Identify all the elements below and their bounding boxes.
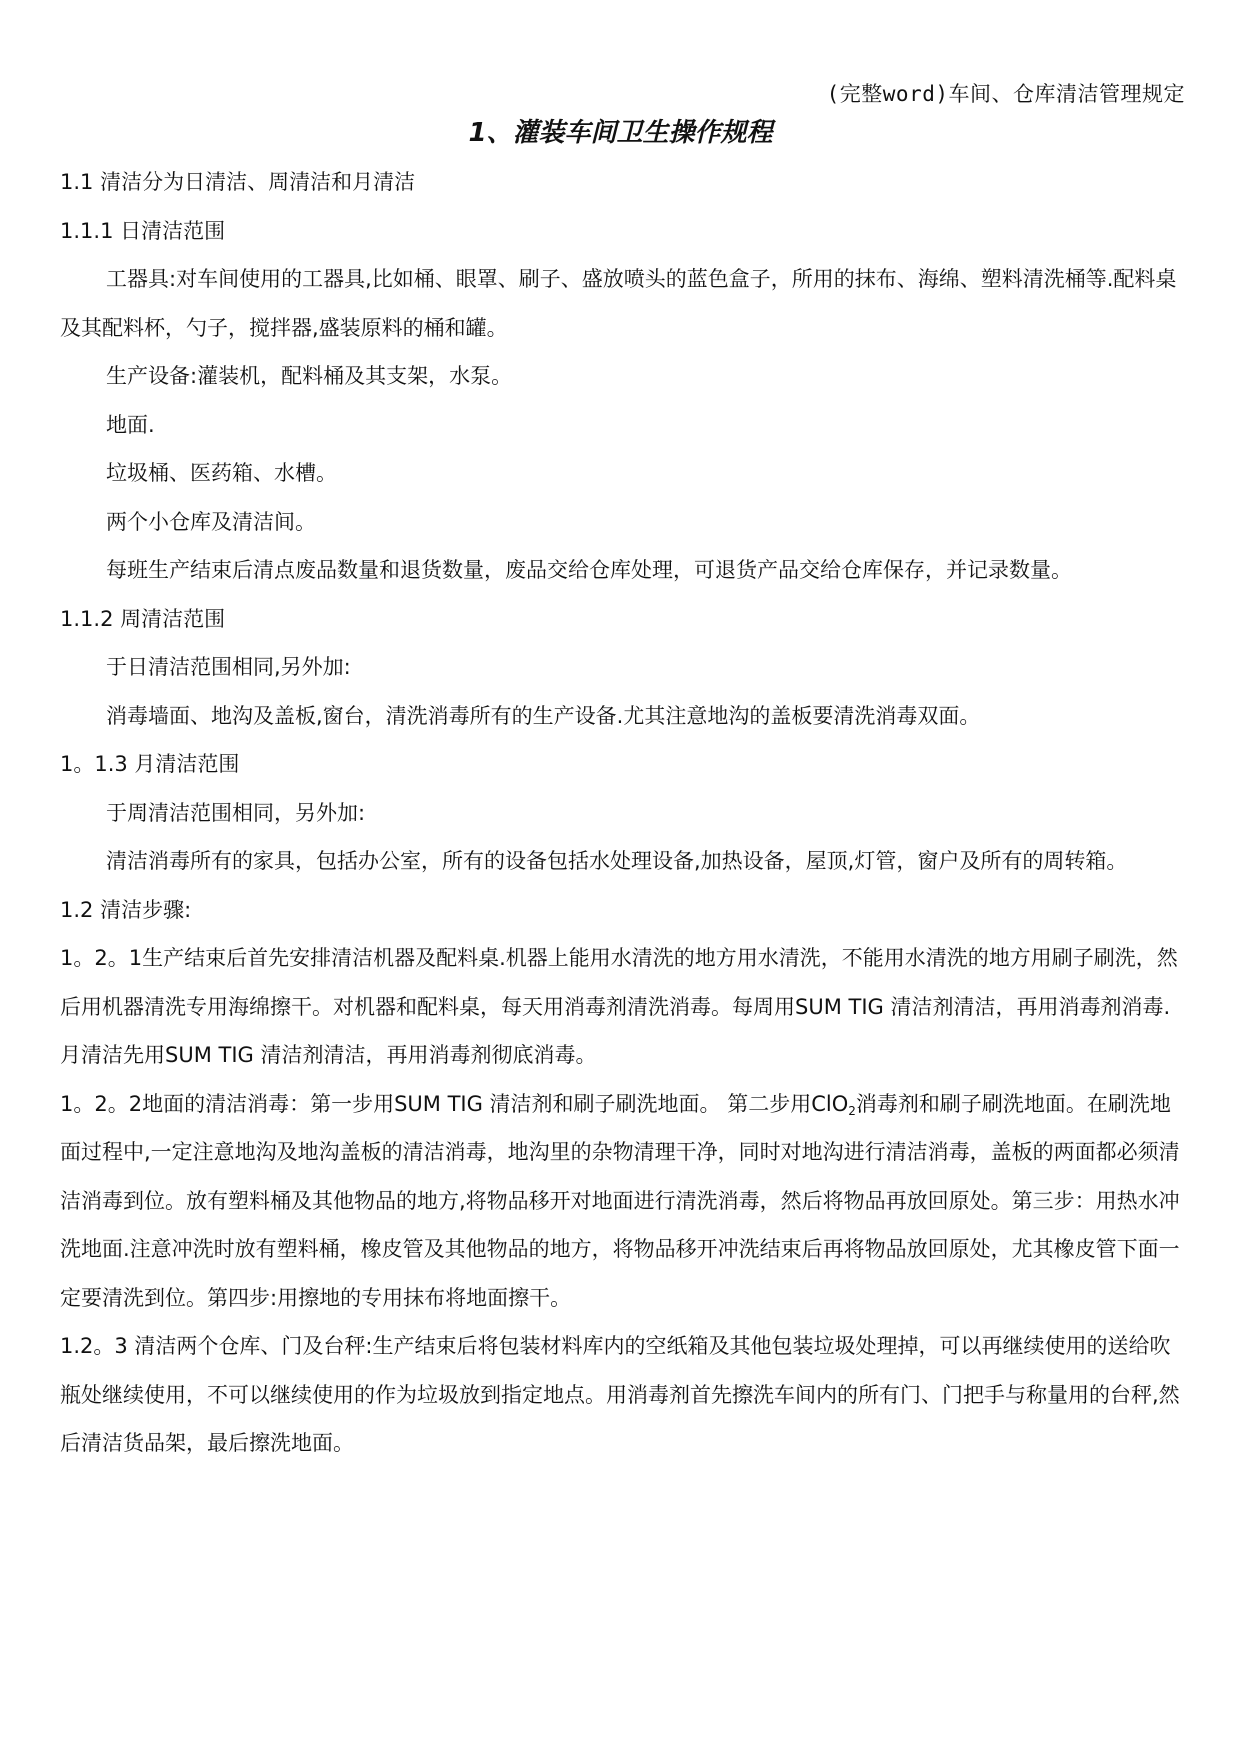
step-2-text-b: 消毒剂和刷子刷洗地面。在刷洗地面过程中,一定注意地沟及地沟盖板的清洁消毒，地沟里的杂物清理干净，同时对地沟进行清洁消毒，盖板的两面都必须清洁消毒到位。放有塑料桶及其他物品的地方,将物品移开对地面进行清洗消毒，然后将物品再放回原处。第三步：用热水冲洗地面.注意冲洗时放有塑料桶，橡皮管及其他物品的地方，将物品移开冲洗结束后再将物品放回原处，尤其橡皮管下面一定要清洗到位。第四步:用擦地的专用抹布将地面擦干。 (60, 1091, 1180, 1310)
paragraph-weekly-same: 于日清洁范围相同,另外加: (106, 655, 351, 679)
paragraph-tools: 工器具:对车间使用的工器具,比如桶、眼罩、刷子、盛放喷头的蓝色盒子，所用的抹布、海绵、塑料清洗桶等.配料桌及其配料杯，勺子，搅拌器,盛装原料的桶和罐。 (60, 267, 1177, 340)
paragraph-floor: 地面. (106, 412, 155, 437)
paragraph-waste: 每班生产结束后清点废品数量和退货数量，废品交给仓库处理，可退货产品交给仓库保存，并记录数量。 (106, 558, 1072, 582)
paragraph-equipment: 生产设备:灌装机，配料桶及其支架，水泵。 (106, 364, 513, 388)
paragraph-bins: 垃圾桶、医药箱、水槽。 (106, 461, 337, 485)
paragraph-step-3: 1.2。3 清洁两个仓库、门及台秤:生产结束后将包装材料库内的空纸箱及其他包装垃圾处理掉，可以再继续使用的送给吹瓶处继续使用，不可以继续使用的作为垃圾放到指定地点。用消毒剂首先擦洗车间内的所有门、门把手与称量用的台秤,然后清洁货品架，最后擦洗地面。 (60, 1334, 1180, 1455)
document-body (60, 158, 1180, 1468)
paragraph-monthly-same: 于周清洁范围相同，另外加: (106, 800, 366, 825)
paragraph-step-2 (60, 1080, 1180, 1323)
step-2-subscript: 2 (848, 1103, 856, 1118)
section-heading-1-2: 1.2 清洁步骤: (60, 897, 192, 922)
section-heading-1-1-1: 1.1.1 日清洁范围 (60, 218, 226, 243)
step-2-text-a: 1。2。2地面的清洁消毒：第一步用SUM TIG 清洁剂和刷子刷洗地面。 第二步用ClO (60, 1091, 849, 1116)
paragraph-warehouses: 两个小仓库及清洁间。 (106, 509, 316, 534)
section-heading-1-1-3: 1。1.3 月清洁范围 (60, 752, 240, 776)
paragraph-weekly-extra: 消毒墙面、地沟及盖板,窗台，清洗消毒所有的生产设备.尤其注意地沟的盖板要清洗消毒双面。 (106, 703, 981, 728)
document-title: 1、灌装车间卫生操作规程 (468, 118, 773, 148)
running-header: (完整word)车间、仓库清洁管理规定 (826, 82, 1185, 106)
section-heading-1-1-2: 1.1.2 周清洁范围 (60, 606, 226, 631)
paragraph-step-1: 1。2。1生产结束后首先安排清洁机器及配料桌.机器上能用水清洗的地方用水清洗，不能用水清洗的地方用刷子刷洗，然后用机器清洗专用海绵擦干。对机器和配料桌，每天用消毒剂清洗消毒。每周用SUM TIG 清洁剂清洁，再用消毒剂消毒.月清洁先用SUM TIG 清洁剂清洁，再用消毒剂彻底消毒。 (60, 946, 1178, 1067)
section-heading-1-1: 1.1 清洁分为日清洁、周清洁和月清洁 (60, 170, 416, 194)
paragraph-monthly-extra: 清洁消毒所有的家具，包括办公室，所有的设备包括水处理设备,加热设备，屋顶,灯管，窗户及所有的周转箱。 (106, 849, 1128, 873)
